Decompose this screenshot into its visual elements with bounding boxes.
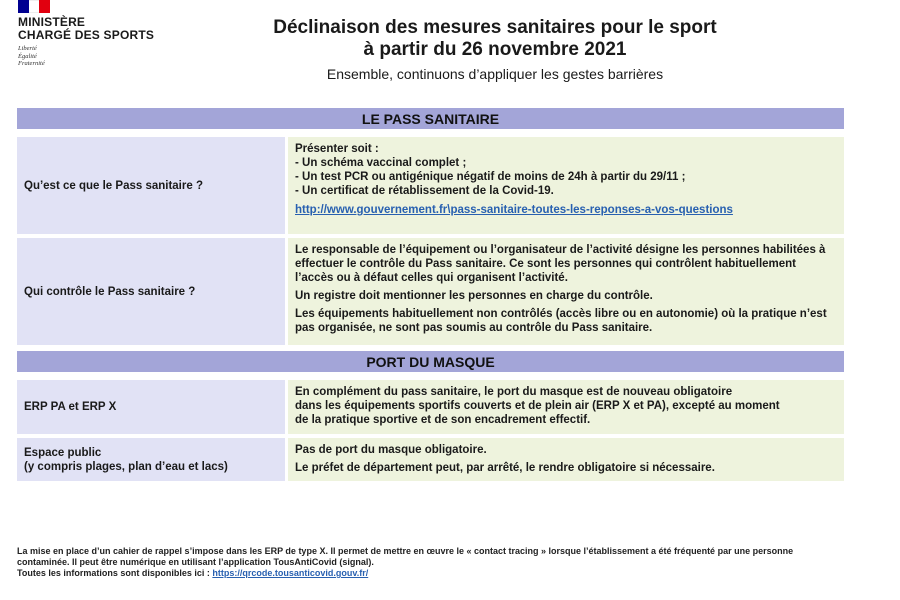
section-header-pass-sanitaire: LE PASS SANITAIRE — [17, 108, 844, 131]
motto-egalite: Égalité — [18, 52, 37, 60]
pass-requirement-intro: Présenter soit : — [295, 143, 379, 155]
marianne-flag-icon — [18, 0, 50, 13]
motto-fraternite: Fraternité — [18, 60, 45, 67]
uncontrolled-equipment-text: Les équipements habituellement non contrôlés (accès libre ou en autonomie) où la pratique n’est pas organisée, ne sont pas soumis au contrôle du Pass sanitaire. — [295, 308, 827, 334]
page-subtitle: Ensemble, continuons d’appliquer les gestes barrières — [326, 66, 664, 82]
controller-designation-text: Le responsable de l’équipement ou l’organisateur de l’activité désigne les personnes habilitées à effectuer le contrôle du Pass sanitaire. Ce sont les personnes qui contrôlent habituellement l’accès ou à défaut celles qui organisent l’activité. — [295, 244, 826, 284]
republic-motto — [18, 45, 168, 68]
ministry-logo — [18, 0, 168, 68]
tousanticovid-link[interactable]: https://qrcode.tousanticovid.gouv.fr/ — [212, 568, 369, 578]
section-header-port-du-masque: PORT DU MASQUE — [17, 351, 844, 374]
page-title-line2: à partir du 26 novembre 2021 — [363, 39, 627, 60]
pass-requirement-test: - Un test PCR ou antigénique négatif de moins de 24h à partir du 29/11 ; — [295, 171, 686, 183]
contact-tracing-note: La mise en place d’un cahier de rappel s’impose dans les ERP de type X. Il permet de mettre en œuvre le « contact tracing » lorsque l’établissement a été fréquenté par une personne contaminée. Il peut être numérique en utilisant l’application TousAntiCovid (signal). — [17, 546, 794, 567]
row-content-erp — [288, 380, 844, 434]
erp-mask-line3: de la pratique sportive et de son encadrement effectif. — [295, 414, 591, 426]
info-line-prefix: Toutes les informations sont disponibles ici : — [17, 568, 213, 578]
table-row-who-controls — [17, 238, 844, 345]
ministry-name-line2: CHARGÉ DES SPORTS — [18, 28, 155, 42]
ministry-name-line1: MINISTÈRE — [18, 15, 86, 29]
row-content-who-controls — [288, 238, 844, 345]
public-no-mask-text: Pas de port du masque obligatoire. — [295, 444, 487, 456]
ministry-name — [18, 16, 168, 42]
table-row-what-is-pass — [17, 137, 844, 234]
public-space-sublabel: (y compris plages, plan d’eau et lacs) — [24, 460, 228, 473]
page-title — [195, 17, 795, 61]
row-content-what-is-pass — [288, 137, 844, 234]
prefet-decree-text: Le préfet de département peut, par arrêté, le rendre obligatoire si nécessaire. — [295, 462, 715, 474]
info-line — [17, 568, 847, 579]
page-title-line1: Déclinaison des mesures sanitaires pour le sport — [273, 17, 717, 38]
public-space-label: Espace public — [24, 446, 102, 459]
row-content-public-space — [288, 438, 844, 481]
row-label-who-controls: Qui contrôle le Pass sanitaire ? — [17, 238, 285, 345]
table-row-erp — [17, 380, 844, 434]
row-label-public-space — [17, 438, 285, 481]
gouvernement-pass-link[interactable]: http://www.gouvernement.fr\pass-sanitaire-toutes-les-reponses-a-vos-questions — [295, 204, 733, 216]
motto-liberte: Liberté — [18, 45, 37, 52]
pass-requirement-recovery: - Un certificat de rétablissement de la Covid-19. — [295, 185, 554, 197]
table-row-public-space — [17, 438, 844, 481]
row-label-erp: ERP PA et ERP X — [17, 380, 285, 434]
erp-mask-line1: En complément du pass sanitaire, le port du masque est de nouveau obligatoire — [295, 386, 733, 398]
row-label-what-is-pass: Qu’est ce que le Pass sanitaire ? — [17, 137, 285, 234]
erp-mask-line2: dans les équipements sportifs couverts et de plein air (ERP X et PA), excepté au moment — [295, 400, 780, 412]
control-register-text: Un registre doit mentionner les personnes en charge du contrôle. — [295, 290, 653, 302]
footer-note — [17, 546, 847, 579]
pass-requirement-vaccine: - Un schéma vaccinal complet ; — [295, 157, 467, 169]
